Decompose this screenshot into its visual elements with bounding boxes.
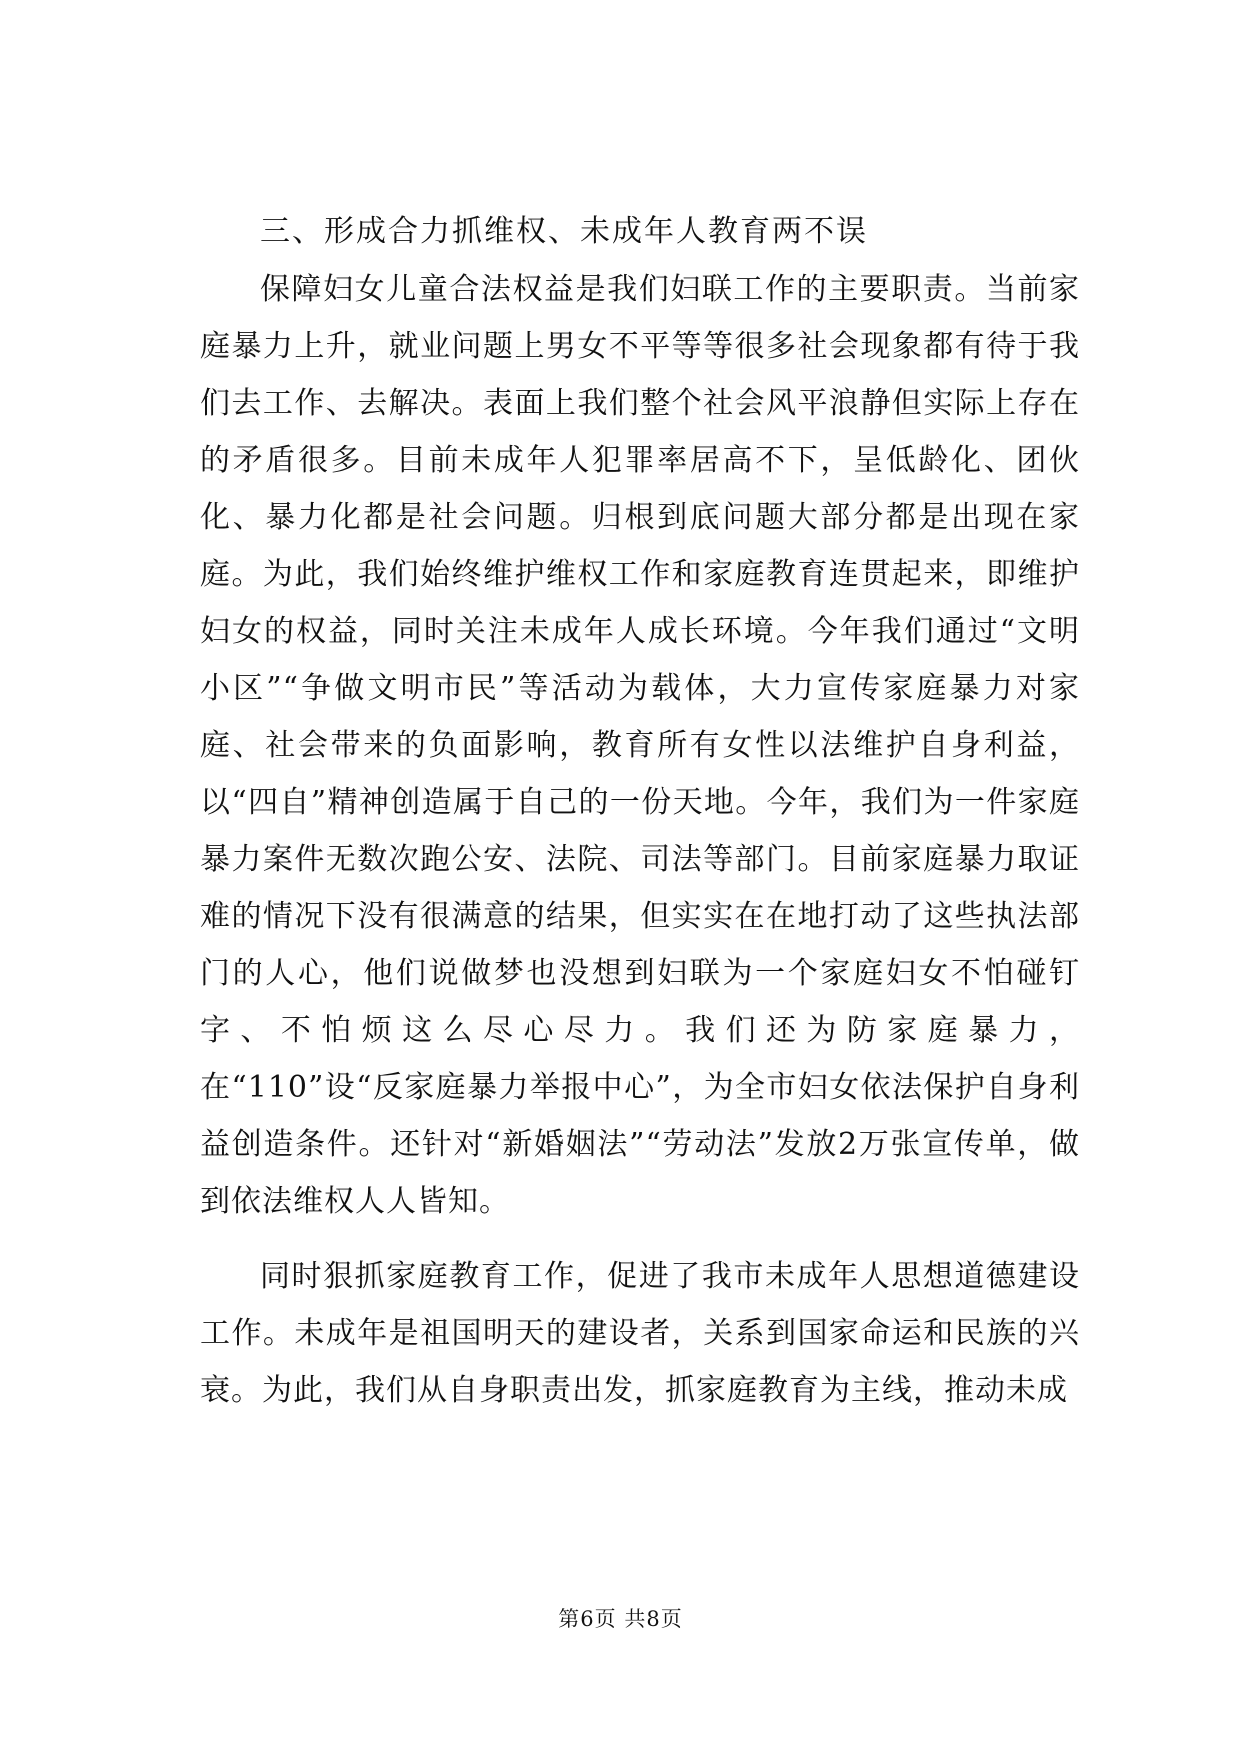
paragraph-rights-protection: 保障妇女儿童合法权益是我们妇联工作的主要职责。当前家庭暴力上升，就业问题上男女不平等等很多社会现象都有待于我们去工作、去解决。表面上我们整个社会风平浪静但实际上存在的矛盾很多。目前未成年人犯罪率居高不下，呈低龄化、团伙化、暴力化都是社会问题。归根到底问题大部分都是出现在家庭。为此，我们始终维护维权工作和家庭教育连贯起来，即维护妇女的权益，同时关注未成年人成长环境。今年我们通过“文明小区”“争做文明市民”等活动为载体，大力宣传家庭暴力对家庭、社会带来的负面影响，教育所有女性以法维护自身利益，以“四自”精神创造属于自己的一份天地。今年，我们为一件家庭暴力案件无数次跑公安、法院、司法等部门。目前家庭暴力取证难的情况下没有很满意的结果，但实实在在地打动了这些执法部门的人心，他们说做梦也没想到妇联为一个家庭妇女不怕碰钉字、不怕烦这么尽心尽力。我们还为防家庭暴力，在“110”设“反家庭暴力举报中心”，为全市妇女依法保护自身利益创造条件。还针对“新婚姻法”“劳动法”发放2万张宣传单，做到依法维权人人皆知。 bbox=[200, 272, 1080, 1219]
paragraph-family-education: 同时狠抓家庭教育工作，促进了我市未成年人思想道德建设工作。未成年是祖国明天的建设者，关系到国家命运和民族的兴衰。为此，我们从自身职责出发，抓家庭教育为主线，推动未成 bbox=[200, 1259, 1080, 1408]
page-number-footer: 第6页 共8页 bbox=[558, 1607, 683, 1631]
section-heading: 三、形成合力抓维权、未成年人教育两不误 bbox=[260, 214, 868, 249]
document-body bbox=[200, 203, 1080, 1437]
